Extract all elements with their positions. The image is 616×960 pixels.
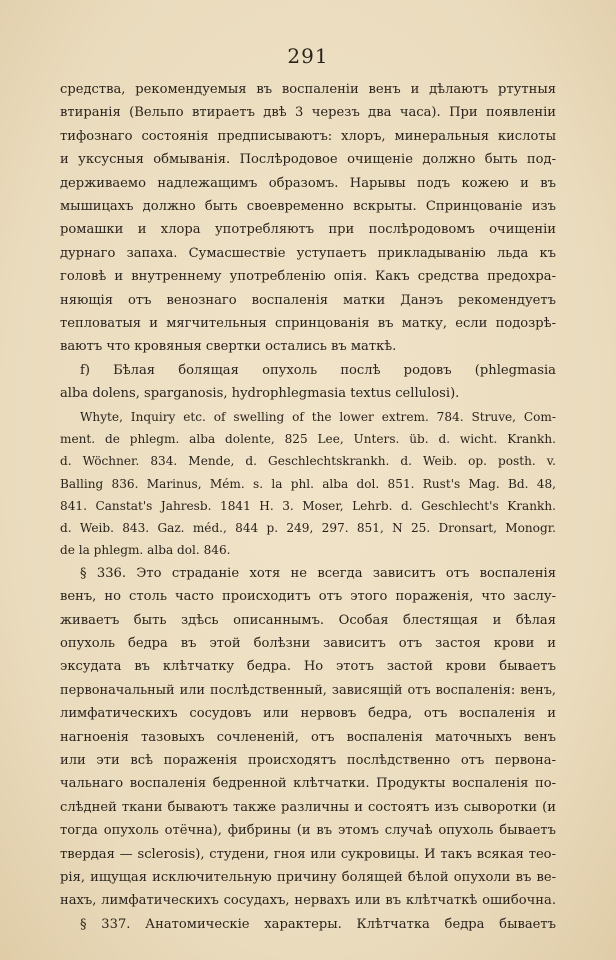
text-line: рія, ищущая исключительную причину болящей бѣлой опухоли въ ве-	[60, 870, 556, 886]
reference-line: Whyte, Inquiry etc. of swelling of the lower extrem. 784. Struve, Com-	[80, 409, 556, 424]
reference-line: 841. Canstat's Jahresb. 1841 H. 3. Moser, Lehrb. d. Geschlecht's Krankh.	[60, 498, 556, 513]
text-line: тепловатыя и мягчительныя спринцованія въ матку, если подозрѣ-	[60, 316, 556, 332]
reference-line: d. Weib. 843. Gaz. méd., 844 p. 249, 297. 851, N 25. Dronsart, Monogr.	[60, 521, 556, 536]
text-line: тогда опухоль отёчна), фибрины (и въ этомъ случаѣ опухоль бываетъ	[60, 823, 556, 839]
text-line: средства, рекомендуемыя въ воспаленіи венъ и дѣлаютъ ртутныя	[60, 82, 556, 97]
text-line: ромашки и хлора употребляютъ при послѣродовомъ очищеніи	[60, 222, 556, 238]
heading-line: alba dolens, sparganosis, hydrophlegmasia textus cellulosi).	[60, 386, 460, 402]
paragraph-intro	[60, 78, 556, 359]
text-line: чальнаго воспаленія бедренной клѣтчатки. Продукты воспаленія по-	[60, 776, 556, 792]
text-line: и уксусныя обмыванія. Послѣродовое очищеніе должно быть под-	[60, 152, 556, 168]
section-heading	[60, 359, 556, 406]
text-line: опухоль бедра въ этой болѣзни зависитъ отъ застоя крови и	[60, 635, 556, 651]
reference-line: de la phlegm. alba dol. 846.	[60, 543, 231, 558]
text-line: твердая — sclerosis), студени, гноя или сукровицы. И такъ всякая тео-	[60, 846, 556, 862]
text-line: первоначальный или послѣдственный, зависящій отъ воспаленія: венъ,	[60, 682, 556, 698]
paragraph-section-336	[60, 562, 556, 913]
text-line: лимфатическихъ сосудовъ или нервовъ бедра, отъ воспаленія и	[60, 706, 556, 722]
text-line: втиранія (Вельпо втираетъ двѣ 3 черезъ два часа). При появленіи	[60, 105, 556, 121]
references	[60, 406, 556, 562]
text-line: § 337. Анатомическіе характеры. Клѣтчатка бедра бываетъ	[80, 916, 556, 932]
text-line: нагноенія тазовыхъ сочлененій, отъ воспаленія маточныхъ венъ	[60, 729, 556, 745]
text-line: няющія отъ венознаго воспаленія матки Данэъ рекомендуетъ	[60, 292, 556, 308]
text-line: головѣ и внутреннему употребленію опія. Какъ средства предохра-	[60, 269, 556, 285]
text-line: мышицахъ должно быть своевременно вскрыты. Спринцованіе изъ	[60, 199, 556, 215]
text-line: нахъ, лимфатическихъ сосудахъ, нервахъ или въ клѣтчаткѣ ошибочна.	[60, 893, 556, 909]
text-line: держиваемо надлежащимъ образомъ. Нарывы подъ кожею и въ	[60, 175, 556, 191]
reference-line: ment. de phlegm. alba dolente, 825 Lee, Unters. üb. d. wicht. Krankh.	[60, 431, 556, 446]
text-line: слѣдней ткани бываютъ также различны и состоятъ изъ сыворотки (и	[60, 799, 556, 815]
page-number: 291	[287, 44, 329, 68]
reference-line: Balling 836. Marinus, Mém. s. la phl. alba dol. 851. Rust's Mag. Bd. 48,	[60, 476, 556, 491]
reference-line: d. Wöchner. 834. Mende, d. Geschlechtskrankh. d. Weib. op. posth. v.	[60, 454, 556, 469]
body-text	[60, 78, 556, 936]
heading-line: f) Бѣлая болящая опухоль послѣ родовъ (phlegmasia	[80, 362, 556, 378]
text-line: венъ, но столь часто происходитъ отъ этого пораженія, что заслу-	[60, 589, 556, 605]
text-line: дурнаго запаха. Сумасшествіе уступаетъ прикладыванію льда къ	[60, 245, 556, 261]
paragraph-section-337	[60, 913, 556, 936]
text-line: или эти всѣ пораженія происходятъ послѣдственно отъ первона-	[60, 753, 556, 769]
text-line: § 336. Это страданіе хотя не всегда зависитъ отъ воспаленія	[80, 565, 556, 581]
text-line: живаетъ быть здѣсь описаннымъ. Особая блестящая и бѣлая	[60, 612, 556, 628]
text-line: эксудата въ клѣтчатку бедра. Но этотъ застой крови бываетъ	[60, 659, 556, 675]
text-line: тифознаго состоянія предписываютъ: хлоръ, минеральныя кислоты	[60, 128, 556, 144]
text-line: ваютъ что кровяныя свертки остались въ маткѣ.	[60, 339, 397, 355]
